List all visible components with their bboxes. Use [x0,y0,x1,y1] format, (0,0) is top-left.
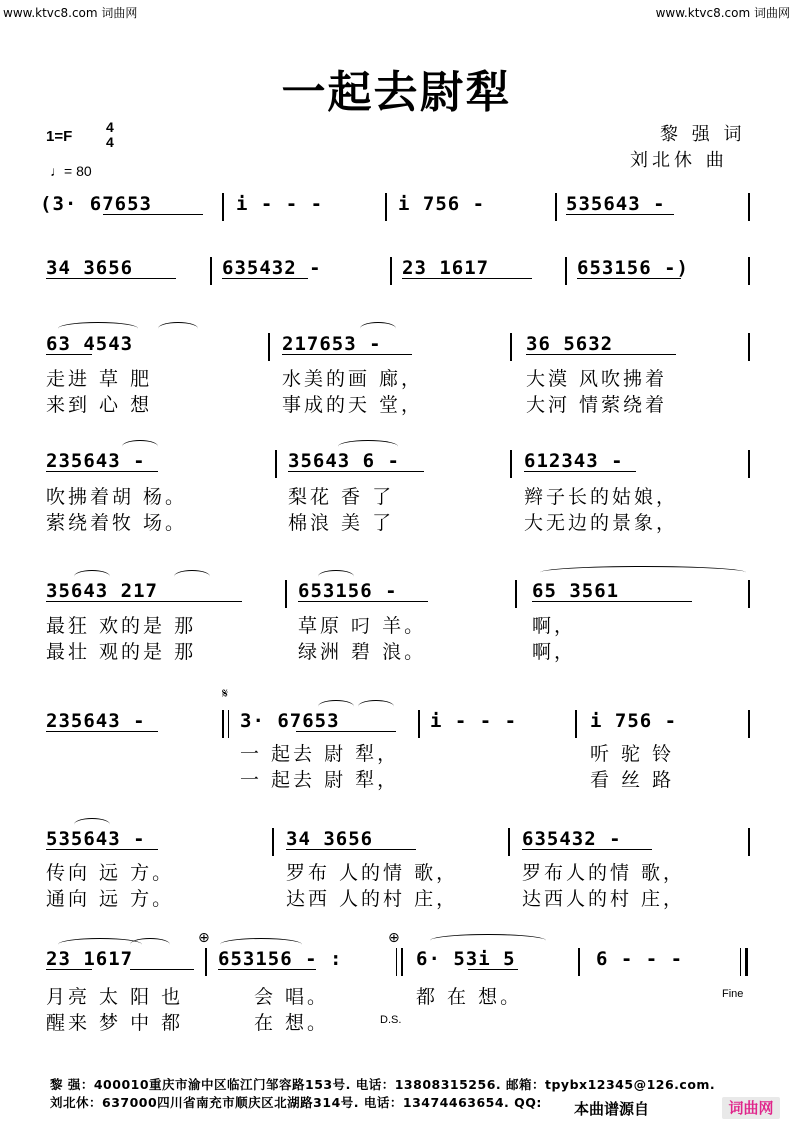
barline [205,948,207,976]
beam-underline [222,278,308,279]
beam-underline [218,969,316,970]
measure: 36 5632 [526,333,614,355]
beam-underline [46,849,158,850]
barline [275,450,277,478]
source-badge: 本曲谱源自 [570,1098,653,1119]
score-row [0,450,793,480]
beam-underline [524,471,636,472]
score-row [0,193,793,223]
lyric-verse2: 啊， [532,641,577,663]
lyric-verse1: 罗布人的情 歌， [522,862,686,884]
measure: 612343 - [524,450,624,472]
measure: 63 4543 [46,333,134,355]
barline [575,710,577,738]
lyric-verse2: 最壮 观的是 那 [46,641,197,663]
lyric-verse1: 水美的画 廊， [282,368,424,390]
lyric-verse2: 大无边的景象， [524,512,679,534]
lyric-verse2: 一 起去 尉 犁， [240,769,400,791]
barline [748,710,750,738]
measure: 653156 - [298,580,398,602]
lyric-verse2: 看 丝 路 [590,769,675,791]
composer-credit: 刘北休 曲 [630,150,728,171]
lyric-verse1: 传向 远 方。 [46,862,175,884]
barline [748,450,750,478]
measure: 34 3656 [46,257,134,279]
lyric-verse2: 醒来 梦 中 都 [46,1012,184,1034]
final-barline [745,948,748,976]
site-watermark-right: www.ktvc8.com 词曲网 [655,6,790,20]
contact-lyricist: 黎 强：400010重庆市渝中区临江门邹容路153号. 电话：13808315256. 邮箱：tpybx12345@126.com. [50,1077,716,1092]
measure: 235643 - [46,450,146,472]
lyric-verse1: 梨花 香 了 [288,486,395,508]
score-row [0,948,793,978]
beam-underline [288,471,424,472]
lyricist-credit: 黎 强 词 [660,124,746,145]
tempo-marking: ♩= 80 [50,163,92,179]
measure: (3· 67653 [40,193,152,215]
measure: i 756 - [398,193,486,215]
beam-underline [298,601,428,602]
barline [748,333,750,361]
lyric-verse2: 通向 远 方。 [46,888,175,910]
beam-underline [46,471,158,472]
beam-underline [577,278,681,279]
lyric-verse2: 在 想。 [254,1012,330,1034]
measure: i - - - [430,710,518,732]
barline [748,193,750,221]
coda-sign: ⊕ [198,930,210,946]
measure: 23 1617 [402,257,490,279]
brand-logo[interactable]: 词曲网 [722,1097,780,1119]
lyric-verse1: 最狂 欢的是 那 [46,615,197,637]
barline [510,333,512,361]
measure: 35643 6 - [288,450,400,472]
lyric-verse1: 罗布 人的情 歌， [286,862,459,884]
lyric-verse2: 萦绕着牧 场。 [46,512,188,534]
contact-composer: 刘北休：637000四川省南充市顺庆区北湖路314号. 电话：13474463654. QQ: [50,1095,542,1110]
score-row [0,580,793,610]
barline [418,710,420,738]
measure: 65 3561 [532,580,620,602]
barline [748,257,750,285]
lyric-verse1: 草原 叼 羊。 [298,615,427,637]
measure: 535643 - [46,828,146,850]
key-signature: 1=F [46,128,73,145]
measure: i 756 - [590,710,678,732]
lyric-verse2: 事成的天 堂， [282,394,424,416]
lyric-verse2: 来到 心 想 [46,394,153,416]
beam-underline [468,969,518,970]
lyric-verse1: 大漠 风吹拂着 [526,368,668,390]
barline [515,580,517,608]
beam-underline [46,354,92,355]
lyric-verse1: 听 驼 铃 [590,743,675,765]
beam-underline [296,731,396,732]
beam-underline [46,731,158,732]
measure: 535643 - [566,193,666,215]
segno-sign: 𝄋 [222,686,229,702]
lyric-verse2: 大河 情萦绕着 [526,394,668,416]
lyric-verse1: 啊， [532,615,577,637]
time-signature-bottom: 4 [106,134,114,150]
coda-sign: ⊕ [388,930,400,946]
barline [565,257,567,285]
beam-underline [566,214,674,215]
barline [385,193,387,221]
site-watermark-left: www.ktvc8.com 词曲网 [3,6,138,20]
barline [210,257,212,285]
measure: 3· 67653 [240,710,340,732]
measure: 6 - - - [596,948,684,970]
measure: 23 1617 [46,948,134,970]
barline [272,828,274,856]
barline [222,710,224,738]
score-row [0,333,793,363]
barline [555,193,557,221]
barline [508,828,510,856]
lyric-verse1: 辫子长的姑娘， [524,486,679,508]
measure: 235643 - [46,710,146,732]
measure: 217653 - [282,333,382,355]
barline [228,710,229,738]
lyric-verse1: 会 唱。 [254,986,330,1008]
barline [740,948,741,976]
score-row [0,257,793,287]
lyric-verse2: 棉浪 美 了 [288,512,395,534]
barline [510,450,512,478]
beam-underline [46,969,92,970]
beam-underline [532,601,692,602]
measure: 35643 217 [46,580,158,602]
lyric-verse1: 吹拂着胡 杨。 [46,486,188,508]
measure: 34 3656 [286,828,374,850]
beam-underline [526,354,676,355]
lyric-verse2: 达西 人的村 庄， [286,888,459,910]
barline [222,193,224,221]
time-signature-top: 4 [106,119,114,135]
lyric-verse2: 绿洲 碧 浪。 [298,641,427,663]
song-title: 一起去尉犁 [281,67,512,118]
lyric-verse1: 一 起去 尉 犁， [240,743,400,765]
measure: 653156 -) [577,257,689,279]
beam-underline [46,601,242,602]
score-row [0,710,793,740]
score-row [0,828,793,858]
lyric-verse2: 达西人的村 庄， [522,888,686,910]
lyric-verse1: 走进 草 肥 [46,368,153,390]
beam-underline [130,969,194,970]
barline [285,580,287,608]
measure: 635432 - [522,828,622,850]
beam-underline [522,849,652,850]
slur [540,566,746,579]
beam-underline [282,354,412,355]
barline [396,948,397,976]
beam-underline [286,849,416,850]
barline [748,828,750,856]
barline [268,333,270,361]
barline [390,257,392,285]
beam-underline [46,278,176,279]
measure: 6· 53i 5 [416,948,516,970]
time-signature [106,120,114,150]
slur [430,934,546,947]
measure: 635432 - [222,257,322,279]
measure: i - - - [236,193,324,215]
measure: 653156 - : [218,948,343,970]
ds-mark: D.S. [380,1014,402,1026]
fine-mark: Fine [722,988,744,1000]
barline [748,580,750,608]
lyric-verse1: 都 在 想。 [416,986,523,1008]
beam-underline [402,278,532,279]
beam-underline [103,214,203,215]
barline [401,948,403,976]
barline [578,948,580,976]
lyric-verse1: 月亮 太 阳 也 [46,986,184,1008]
